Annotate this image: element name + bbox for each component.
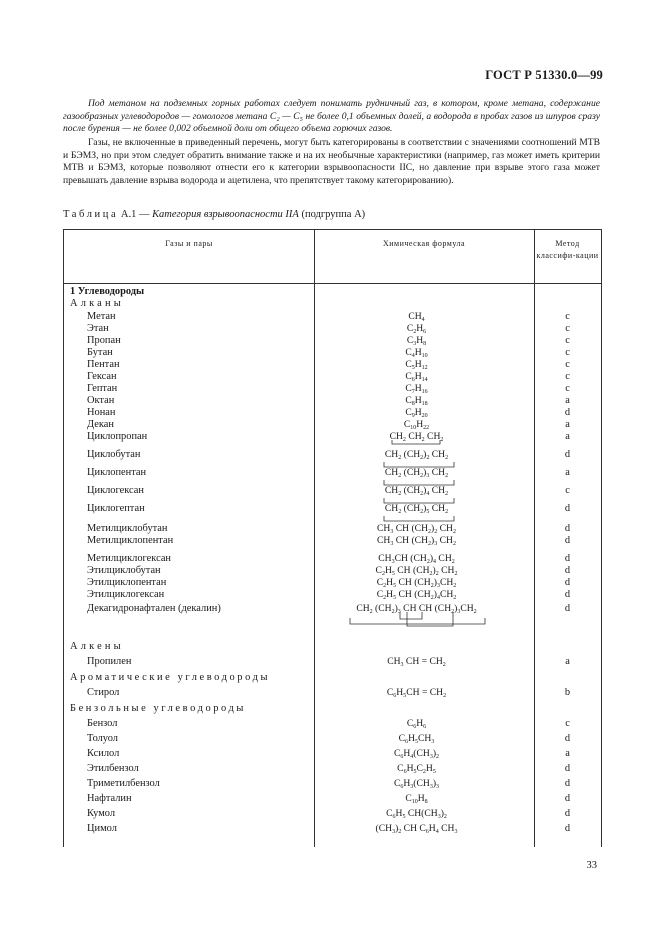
- chemical-formula: $CH_3$ CH $(CH_2)_3$ $CH_2$: [377, 535, 456, 547]
- chemical-formula: $(CH_3)_2$ CH $C_6H_4$ $CH_3$: [375, 823, 458, 835]
- chemical-formula: $CH_3CH$ $(CH_2)_4$ $CH_2$: [378, 553, 455, 565]
- substance-name: Метилциклобутан: [87, 523, 168, 534]
- group-aromatic: Ароматические углеводороды: [70, 672, 271, 683]
- header-formula: Химическая формула: [382, 239, 466, 248]
- document-header: ГОСТ Р 51330.0—99: [485, 68, 603, 82]
- classification-method: d: [564, 523, 571, 534]
- substance-name: Октан: [87, 395, 115, 406]
- classification-method: c: [565, 383, 570, 394]
- classification-method: a: [565, 431, 570, 442]
- substance-name: Триметилбензол: [87, 778, 160, 789]
- classification-method: a: [565, 656, 570, 667]
- header-method: Метод классифи-кации: [536, 239, 599, 260]
- group-alkanes: Алканы: [70, 298, 124, 309]
- classification-method: d: [564, 823, 571, 834]
- bracket-cyclobutane: [384, 462, 454, 467]
- classification-method: d: [564, 553, 571, 564]
- classification-method: c: [565, 335, 570, 346]
- classification-method: b: [564, 687, 571, 698]
- substance-name: Циклобутан: [87, 449, 141, 460]
- chemical-formula: $C_9H_{20}$: [405, 407, 428, 419]
- classification-method: d: [564, 449, 571, 460]
- hazard-category-table: [63, 229, 602, 847]
- chemical-formula: $C_2H_5$ CH $(CH_2)_2$ $CH_2$: [375, 565, 458, 577]
- classification-method: d: [564, 589, 571, 600]
- chemical-formula: $CH_4$: [408, 311, 425, 323]
- classification-method: a: [565, 419, 570, 430]
- substance-name: Цимол: [87, 823, 117, 834]
- paragraph-text: Под метаном на подземных горных работах следует понимать рудничный газ, в котором, кроме метана, содержание газообразных углеводородов — гомологов метана C₂ — C₅ не более 0,1 объемных долей, а водорода в пробах газов из шпуров сразу после бурения — не более 0,002 объемной доли от общего объема горючих газов.: [63, 98, 600, 134]
- substance-name: Гексан: [87, 371, 117, 382]
- chemical-formula: $C_2H_6$: [406, 323, 427, 335]
- classification-method: d: [564, 763, 571, 774]
- substance-name: Декагидронафтален (декалин): [87, 603, 221, 614]
- chemical-formula: $C_6H_5C_2H_5$: [397, 763, 436, 775]
- substance-name: Пентан: [87, 359, 120, 370]
- chemical-formula: $C_5H_{12}$: [405, 359, 428, 371]
- substance-name: Этилбензол: [87, 763, 139, 774]
- caption-suffix: (подгруппа А): [301, 209, 366, 220]
- substance-name: Пропан: [87, 335, 121, 346]
- table-caption: [63, 209, 365, 220]
- bracket-decalin-mid1: [400, 612, 422, 619]
- caption-number: А.1 —: [120, 209, 150, 220]
- classification-method: d: [564, 407, 571, 418]
- bracket-cyclopentane: [384, 480, 454, 485]
- substance-name: Бензол: [87, 718, 118, 729]
- substance-name: Этан: [87, 323, 109, 334]
- section-title: 1 Углеводороды: [70, 286, 145, 297]
- classification-method: c: [565, 485, 570, 496]
- group-benzene: Бензольные углеводороды: [70, 703, 247, 714]
- chemical-formula: $C_3H_8$: [406, 335, 427, 347]
- substance-name: Циклопентан: [87, 467, 147, 478]
- classification-method: d: [564, 577, 571, 588]
- chemical-formula: $CH_2$ $(CH_2)_3$ CH CH $(CH_2)_3CH_2$: [356, 603, 477, 615]
- chemical-formula: $CH_3$ CH $(CH_2)_2$ $CH_2$: [377, 523, 456, 535]
- chemical-formula: $CH_3$ CH = $CH_2$: [387, 656, 446, 668]
- classification-method: a: [565, 395, 570, 406]
- chemical-formula: $C_2H_5$ CH $(CH_2)_4CH_2$: [376, 589, 457, 601]
- chemical-formula: $C_6H_5CH_3$: [398, 733, 435, 745]
- bracket-cyclohexane: [384, 498, 454, 503]
- chemical-formula: $CH_2$ $(CH_2)_5$ $CH_2$: [384, 503, 449, 515]
- substance-name: Этилциклопентан: [87, 577, 167, 588]
- substance-name: Бутан: [87, 347, 113, 358]
- header-gases: Газы и пары: [165, 239, 213, 248]
- paragraph-text: Газы, не включенные в приведенный перечень, могут быть категорированы в соответствии с значениями соотношений МТВ и БЭМЗ, но при этом следует обратить внимание также и на их необычные характеристики (например, газ может иметь критерии МТВ и БЭМЗ, которые позволяют отнести его к категории взрывоопасности IIC, но давление при взрыве этого газа может превышать давление взрыва водорода и ацетилена, что препятствует такому категорированию).: [63, 137, 600, 186]
- substance-name: Циклогептан: [87, 503, 145, 514]
- paragraph-gas-categorization: [63, 137, 600, 187]
- classification-method: d: [564, 733, 571, 744]
- chemical-formula: $C_6H_5$ $CH(CH_3)_2$: [386, 808, 447, 820]
- substance-name: Кумол: [87, 808, 116, 819]
- substance-name: Декан: [87, 419, 114, 430]
- classification-method: c: [565, 371, 570, 382]
- chemical-formula: $C_4H_{10}$: [405, 347, 428, 359]
- classification-method: a: [565, 467, 570, 478]
- chemical-formula: $C_8H_{18}$: [405, 395, 428, 407]
- classification-method: d: [564, 535, 571, 546]
- substance-name: Нафталин: [87, 793, 132, 804]
- chemical-formula: $C_7H_{16}$: [405, 383, 428, 395]
- classification-method: c: [565, 323, 570, 334]
- caption-label: Таблица: [63, 209, 119, 220]
- substance-name: Ксилол: [87, 748, 120, 759]
- chemical-formula: $CH_2$ $(CH_2)_3$ $CH_2$: [384, 467, 449, 479]
- chemical-formula: $C_{10}H_8$: [405, 793, 428, 805]
- substance-name: Стирол: [87, 687, 120, 698]
- classification-method: d: [564, 808, 571, 819]
- ring-brackets: [64, 230, 601, 847]
- substance-name: Циклопропан: [87, 431, 148, 442]
- caption-title: Категория взрывоопасности IIA: [152, 209, 299, 220]
- substance-name: Нонан: [87, 407, 116, 418]
- group-alkenes: Алкены: [70, 641, 124, 652]
- classification-method: d: [564, 565, 571, 576]
- substance-name: Метилциклогексан: [87, 553, 171, 564]
- substance-name: Этилциклобутан: [87, 565, 161, 576]
- page-number: 33: [586, 860, 597, 871]
- chemical-formula: $C_6H_4(CH_3)_2$: [393, 748, 440, 760]
- substance-name: Циклогексан: [87, 485, 144, 496]
- classification-method: c: [565, 359, 570, 370]
- paragraph-methane-note: [63, 98, 600, 136]
- chemical-formula: $C_{10}H_{22}$: [403, 419, 430, 431]
- classification-method: d: [564, 503, 571, 514]
- chemical-formula: $C_2H_5$ CH $(CH_2)_3CH_2$: [376, 577, 457, 589]
- substance-name: Гептан: [87, 383, 118, 394]
- classification-method: c: [565, 347, 570, 358]
- chemical-formula: $C_6H_3(CH_3)_3$: [393, 778, 440, 790]
- classification-method: d: [564, 793, 571, 804]
- substance-name: Метан: [87, 311, 116, 322]
- bracket-cycloheptane: [384, 516, 454, 521]
- substance-name: Пропилен: [87, 656, 132, 667]
- chemical-formula: $C_6H_6$: [406, 718, 427, 730]
- bracket-cyclopropane: [392, 440, 440, 444]
- classification-method: c: [565, 718, 570, 729]
- classification-method: d: [564, 778, 571, 789]
- classification-method: a: [565, 748, 570, 759]
- substance-name: Этилциклогексан: [87, 589, 165, 600]
- chemical-formula: $CH_2$ $(CH_2)_4$ $CH_2$: [384, 485, 449, 497]
- classification-method: d: [564, 603, 571, 614]
- classification-method: c: [565, 311, 570, 322]
- substance-name: Метилциклопентан: [87, 535, 174, 546]
- chemical-formula: $CH_2$ $(CH_2)_2$ $CH_2$: [384, 449, 449, 461]
- substance-name: Толуол: [87, 733, 118, 744]
- chemical-formula: $CH_2$ $CH_2$ $CH_2$: [389, 431, 444, 443]
- chemical-formula: $C_6H_5CH = CH_2$: [386, 687, 447, 699]
- chemical-formula: $C_6H_{14}$: [405, 371, 428, 383]
